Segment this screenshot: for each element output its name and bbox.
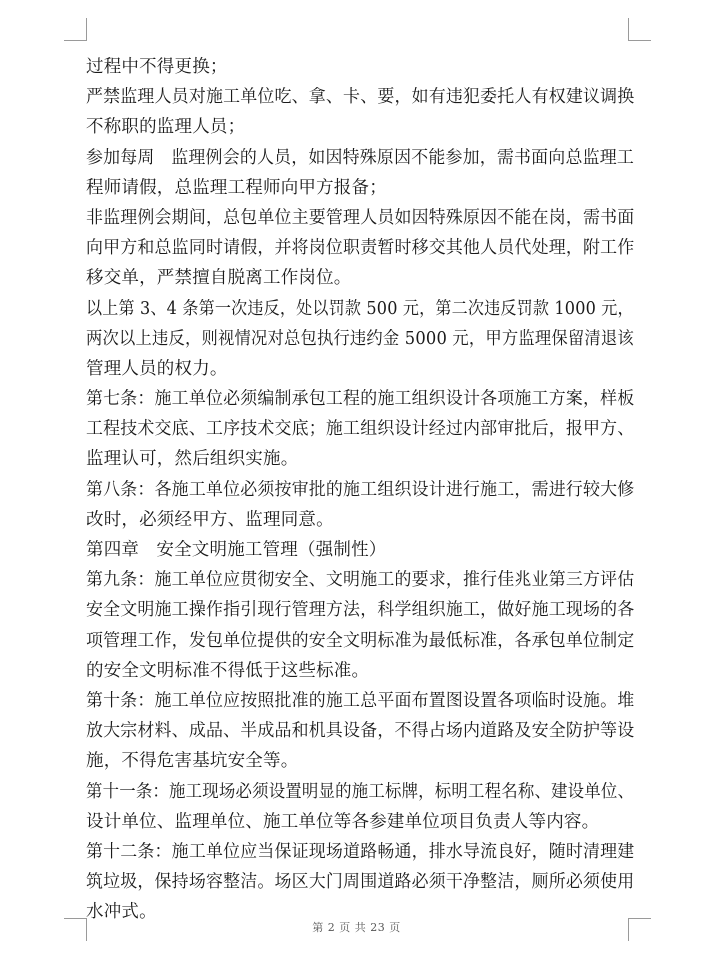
text-line: 过程中不得更换； xyxy=(86,57,228,77)
text-line: 设计单位、监理单位、施工单位等各参建单位项目负责人等内容。 xyxy=(86,811,600,832)
text-line: 向甲方和总监同时请假，并将岗位职责暂时移交其他人员代处理，附工作 xyxy=(86,238,635,259)
text-line: 水冲式。 xyxy=(86,902,157,923)
crop-mark-top-left xyxy=(64,18,87,41)
text-line: 的安全文明标准不得低于这些标准。 xyxy=(86,660,370,681)
text-line: 安全文明施工操作指引现行管理方法，科学组织施工，做好施工现场的各 xyxy=(86,600,635,621)
text-line: 第十二条：施工单位应当保证现场道路畅通，排水导流良好，随时清理建 xyxy=(86,841,635,862)
text-line: 以上第 3、4 条第一次违反，处以罚款 500 元，第二次违反罚款 1000 元， xyxy=(86,298,634,319)
text-line: 工程技术交底、工序技术交底；施工组织设计经过内部审批后，报甲方、 xyxy=(86,419,635,440)
text-line: 第七条：施工单位必须编制承包工程的施工组织设计各项施工方案，样板 xyxy=(86,389,635,410)
text-line: 施，不得危害基坑安全等。 xyxy=(86,751,299,772)
text-line: 严禁监理人员对施工单位吃、拿、卡、要，如有违犯委托人有权建议调换 xyxy=(86,87,635,108)
text-line: 第八条：各施工单位必须按审批的施工组织设计进行施工，需进行较大修 xyxy=(86,479,635,500)
text-line: 程师请假，总监理工程师向甲方报备； xyxy=(86,177,387,198)
text-line: 参加每周 监理例会的人员，如因特殊原因不能参加，需书面向总监理工 xyxy=(86,147,634,168)
text-line: 非监理例会期间，总包单位主要管理人员如因特殊原因不能在岗，需书面 xyxy=(86,207,635,228)
page-number-footer: 第 2 页 共 23 页 xyxy=(312,921,401,934)
text-line: 监理认可，然后组织实施。 xyxy=(86,449,299,470)
crop-mark-top-right xyxy=(628,18,651,41)
chapter-heading: 第四章 安全文明施工管理（强制性） xyxy=(86,540,387,560)
text-line: 第十条：施工单位应按照批准的施工总平面布置图设置各项临时设施。堆 xyxy=(86,690,635,711)
text-line: 不称职的监理人员； xyxy=(86,117,246,138)
text-line: 筑垃圾，保持场容整洁。场区大门周围道路必须干净整洁，厕所必须使用 xyxy=(86,872,635,893)
text-line: 管理人员的权力。 xyxy=(86,358,228,379)
text-line: 第十一条：施工现场必须设置明显的施工标牌，标明工程名称、建设单位、 xyxy=(86,781,635,802)
text-line: 第九条：施工单位应贯彻安全、文明施工的要求，推行佳兆业第三方评估 xyxy=(86,570,635,591)
text-line: 改时，必须经甲方、监理同意。 xyxy=(86,509,334,530)
text-line: 放大宗材料、成品、半成品和机具设备，不得占场内道路及安全防护等设 xyxy=(86,721,635,742)
text-line: 项管理工作，发包单位提供的安全文明标准为最低标准，各承包单位制定 xyxy=(86,630,635,651)
document-body xyxy=(86,52,634,927)
text-line: 移交单，严禁擅自脱离工作岗位。 xyxy=(86,268,352,289)
text-line: 两次以上违反，则视情况对总包执行违约金 5000 元，甲方监理保留清退该 xyxy=(86,328,634,349)
